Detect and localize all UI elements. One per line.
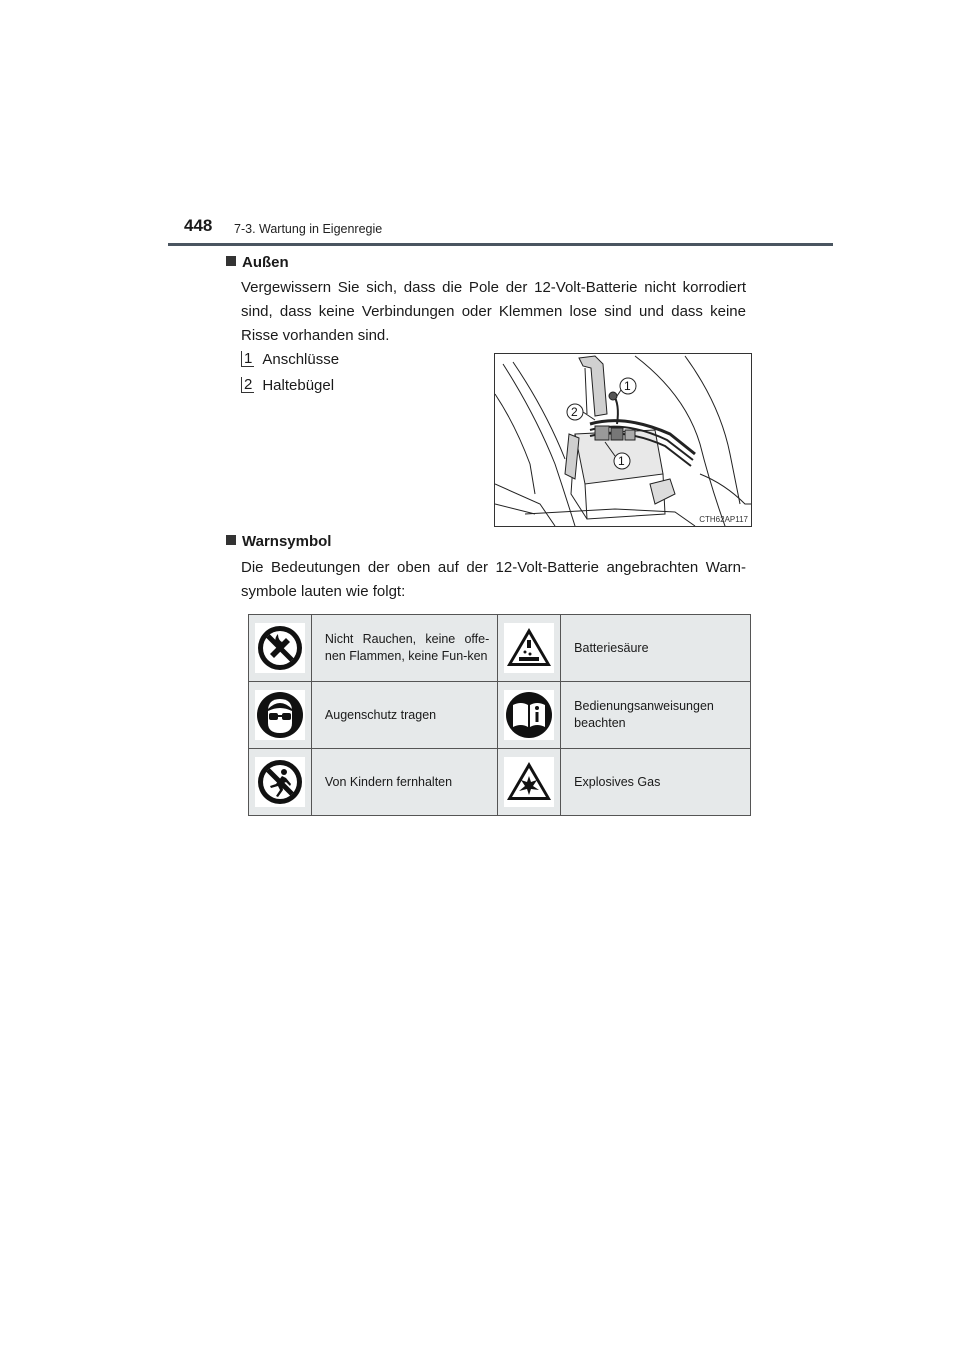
exterior-heading: Außen [226, 254, 289, 271]
table-row [249, 615, 751, 682]
section-title: 7-3. Wartung in Eigenregie [234, 222, 383, 236]
table-cell-icon [249, 615, 312, 682]
bullet-square-icon [226, 535, 236, 545]
table-cell-icon [498, 615, 561, 682]
battery-illustration [495, 354, 751, 526]
figure-legend [241, 346, 339, 398]
warning-symbols-table [248, 614, 751, 816]
legend-label: Haltebügel [262, 376, 335, 394]
no-smoking-no-flames-icon [256, 624, 304, 672]
table-cell-text: Bedienungsanweisungen beachten [561, 682, 751, 749]
keep-away-from-children-icon [256, 758, 304, 806]
warning-heading: Warnsymbol [226, 533, 331, 550]
table-cell-icon [249, 682, 312, 749]
table-cell-text: Von Kindern fernhalten [311, 749, 497, 816]
table-cell-text: Explosives Gas [561, 749, 751, 816]
callout-number: 2 [241, 377, 254, 393]
legend-item [241, 346, 339, 372]
table-cell-text: Augenschutz tragen [311, 682, 497, 749]
warning-text: Die Bedeutungen der oben auf der 12-Volt-Batterie angebrachten Warn-symbole lauten wie folgt: [241, 559, 746, 600]
eye-protection-icon [256, 691, 304, 739]
figure-callout: 1 [624, 379, 631, 393]
table-row [249, 749, 751, 816]
table-cell-text: Batteriesäure [561, 615, 751, 682]
legend-label: Anschlüsse [262, 350, 340, 368]
figure-callout: 1 [618, 454, 625, 468]
exterior-text: Vergewissern Sie sich, dass die Pole der 12-Volt-Batterie nicht korrodiert sind, dass keine Verbindungen oder Klemmen lose sind und dass keine Risse vorhanden sind. [241, 279, 746, 344]
battery-acid-icon [505, 624, 553, 672]
header-rule [168, 243, 833, 246]
table-cell-icon [249, 749, 312, 816]
page-number: 448 [184, 216, 213, 235]
table-cell-icon [498, 749, 561, 816]
table-row [249, 682, 751, 749]
figure-callout: 2 [571, 405, 578, 419]
bullet-square-icon [226, 256, 236, 266]
explosive-gas-icon [505, 758, 553, 806]
legend-item [241, 372, 339, 398]
callout-number: 1 [241, 351, 254, 367]
table-cell-icon [498, 682, 561, 749]
operating-instructions-icon [505, 691, 553, 739]
table-cell-text: Nicht Rauchen, keine offe-nen Flammen, keine Fun-ken [311, 615, 497, 682]
battery-figure [494, 353, 752, 527]
figure-code: CTH62AP117 [699, 515, 748, 524]
